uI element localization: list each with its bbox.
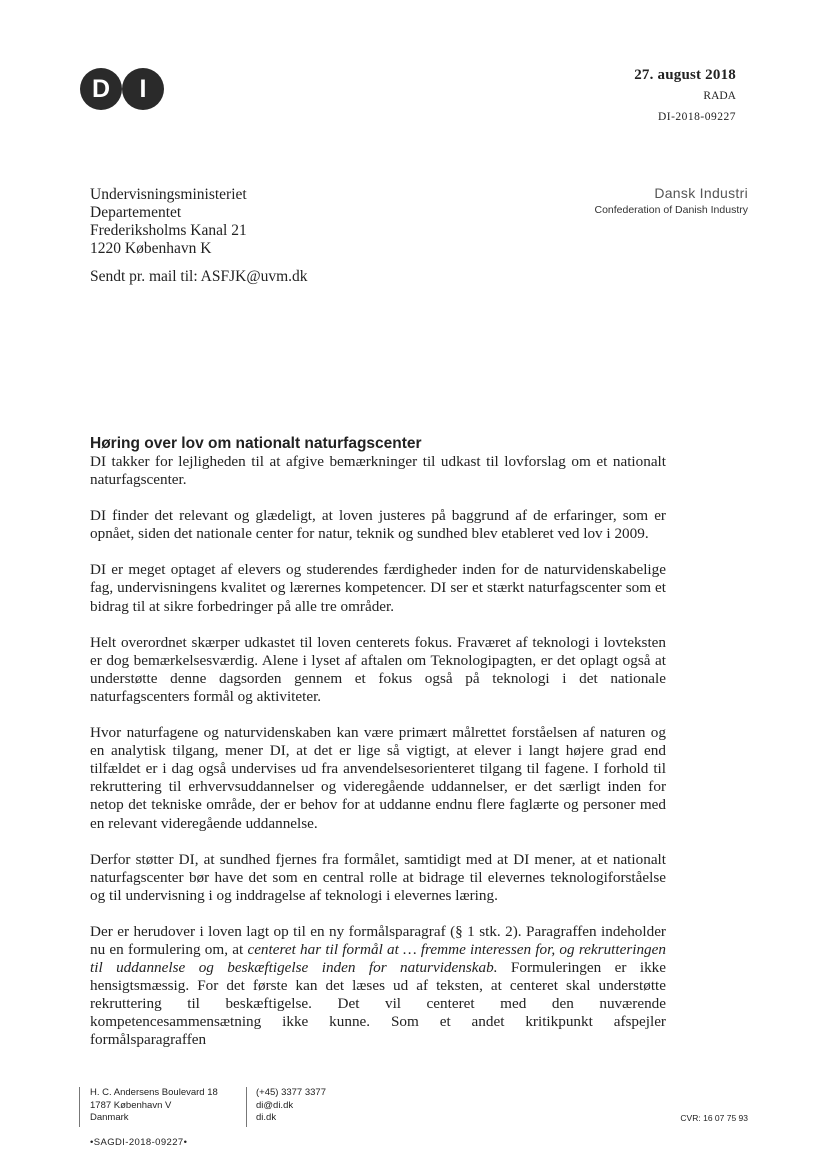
org-name: Dansk Industri bbox=[654, 185, 748, 201]
letter-date: 27. august 2018 bbox=[634, 67, 736, 83]
footer-email: di@di.dk bbox=[256, 1099, 294, 1111]
recipient-line: Departementet bbox=[90, 204, 182, 221]
logo-letter-d: D bbox=[91, 75, 111, 103]
footer-address bbox=[90, 1087, 218, 1125]
paragraph: Hvor naturfagene og naturvidenskaben kan være primært målrettet forståelsen af naturen og en analytisk tilgang, mener DI, at det er lige så vigtigt, at elever i langt højere grad end tilfældet er i dag også undervises ud fra anvendelsesorienteret tilgang til fagene. I forhold til rekruttering til erhvervsuddannelser og videregående uddannelser, er det særligt inden for netop det tekniske område, der er behov for at uddanne endnu flere faglærte og personer med en relevant videregående uddannelse. bbox=[90, 724, 666, 832]
footer-cvr: CVR: 16 07 75 93 bbox=[680, 1113, 748, 1123]
letter-department: RADA bbox=[703, 90, 736, 102]
recipient-address bbox=[90, 186, 247, 258]
paragraph: DI takker for lejligheden til at afgive bemærkninger til udkast til lovforslag om et nationalt naturfagscenter. bbox=[90, 453, 666, 489]
recipient-line: 1220 København K bbox=[90, 240, 212, 257]
recipient-line: Frederiksholms Kanal 21 bbox=[90, 222, 247, 239]
document-stamp: •SAGDI-2018-09227• bbox=[90, 1137, 188, 1148]
paragraph-text: Formuleringen er ikke hensigtsmæssig. For det første kan det læses ud af teksten, at centeret skal understøtte rekruttering til beskæftigelse. Det vil centeret med den nuværende kompetencesammensætning ikke kunne. Som et andet kritikpunkt afspejler formålsparagraffen bbox=[90, 959, 667, 1049]
paragraph: DI er meget optaget af elevers og studerendes færdigheder inden for de naturvidenskabelige fag, undervisningens kvalitet og lærernes kompetencer. DI ser et stærkt naturfagscenter som et bidrag til at sikre forbedringer på alle tre områder. bbox=[90, 561, 666, 615]
footer-web: di.dk bbox=[256, 1112, 277, 1123]
footer-address-line: 1787 København V bbox=[90, 1099, 172, 1111]
footer-phone: (+45) 3377 3377 bbox=[256, 1087, 326, 1098]
paragraph: DI finder det relevant og glædeligt, at loven justeres på baggrund af de erfaringer, som er opnået, siden det nationale center for natur, teknik og sundhed blev etableret ved lov i 2009. bbox=[90, 507, 666, 543]
paragraph bbox=[90, 923, 666, 1050]
paragraph-quote: centeret har til formål at … fremme interessen for, og rekrutteringen til uddannelse og beskæftigelse inden for naturvidenskab. bbox=[90, 940, 666, 977]
org-name-english: Confederation of Danish Industry bbox=[594, 204, 748, 216]
paragraph-text: Der er herudover i loven lagt op til en ny formålsparagraf (§ 1 stk. 2). Paragraffen indeholder nu en formulering om, at bbox=[90, 922, 666, 958]
footer-divider bbox=[246, 1087, 247, 1127]
footer-contact bbox=[256, 1087, 326, 1125]
letter-heading: Høring over lov om nationalt naturfagscenter bbox=[90, 435, 422, 452]
sent-by-mail: Sendt pr. mail til: ASFJK@uvm.dk bbox=[90, 268, 308, 285]
sender-organisation bbox=[594, 185, 748, 216]
letter-body bbox=[90, 435, 666, 1068]
di-logo bbox=[80, 68, 166, 112]
footer-address-line: Danmark bbox=[90, 1112, 129, 1123]
paragraph: Helt overordnet skærper udkastet til loven centerets fokus. Fraværet af teknologi i lovteksten er dog bemærkelsesværdig. Alene i lyset af aftalen om Teknologipagten, er det oplagt også at understøtte denne dagsorden gennem et fokus også på teknologi i det nationale naturfagscenters formål og aktiviteter. bbox=[90, 633, 666, 705]
paragraph: Derfor støtter DI, at sundhed fjernes fra formålet, samtidigt med at DI mener, at et nationalt naturfagscenter bør have det som en central rolle at bidrage til elevernes teknologiforståelse og til undervisning i og inddragelse af teknologi i elevernes læring. bbox=[90, 850, 666, 904]
recipient-line: Undervisningsministeriet bbox=[90, 186, 247, 203]
letter-reference: DI-2018-09227 bbox=[657, 111, 736, 123]
footer-address-line: H. C. Andersens Boulevard 18 bbox=[90, 1087, 218, 1098]
logo-letter-i: I bbox=[139, 75, 147, 103]
footer-divider bbox=[79, 1087, 80, 1127]
